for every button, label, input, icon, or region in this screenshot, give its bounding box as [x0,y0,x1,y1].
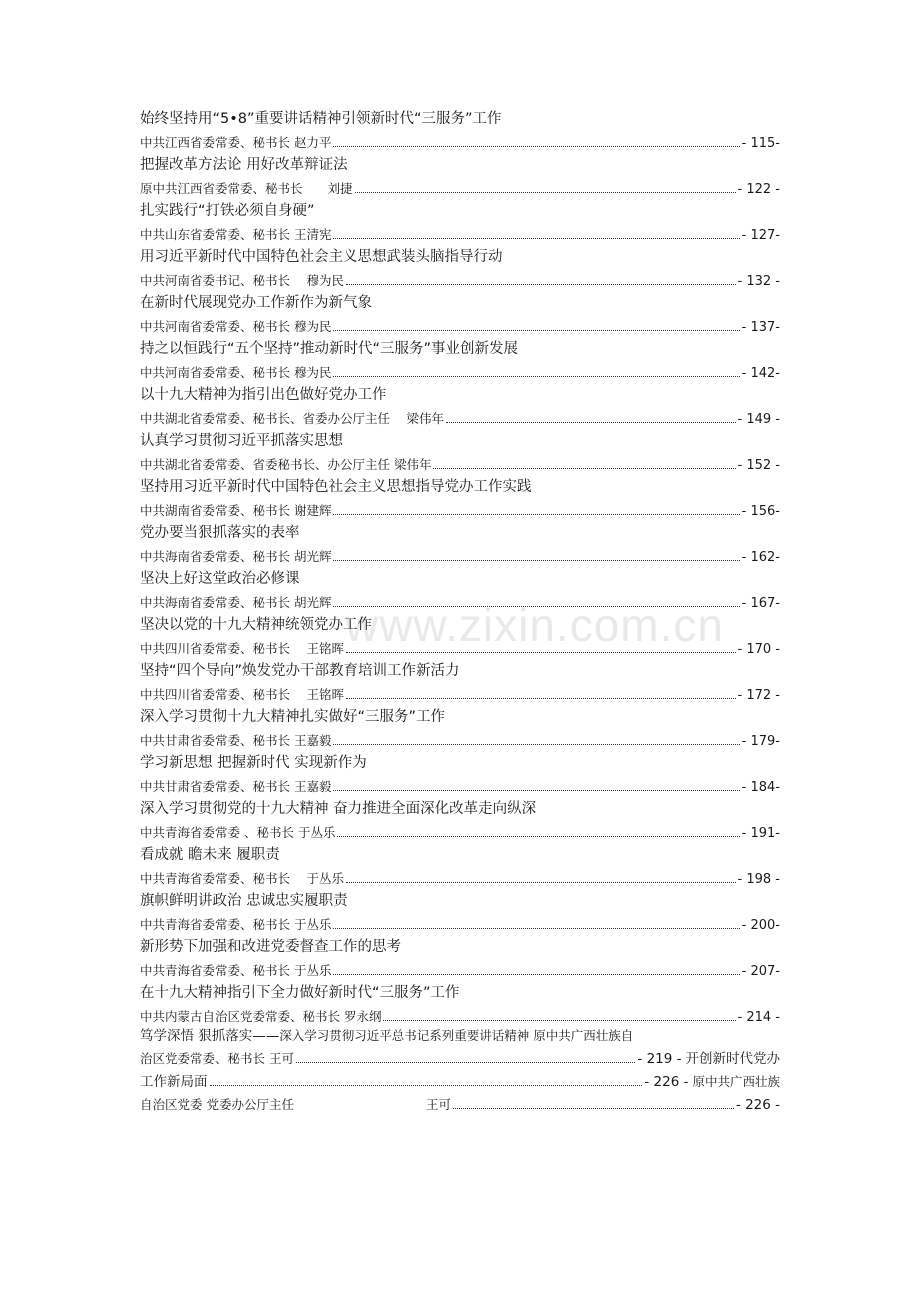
entry-page-number: - 200- [741,918,780,933]
leader-dots [333,560,739,561]
entry-page-number: - 127- [741,228,780,243]
entry-ref [140,821,780,844]
toc-entry[interactable] [140,568,780,614]
entry-ref [140,269,780,292]
leader-dots [433,468,735,469]
entry-title: 深入学习贯彻党的十九大精神 奋力推进全面深化改革走向纵深 [140,801,537,817]
toc-tail-line-2[interactable] [140,1047,780,1070]
entry-author: 原中共江西省委常委、秘书长 刘捷 [140,181,353,196]
table-of-contents [140,108,780,1028]
entry-title: 旗帜鲜明讲政治 忠诚忠实履职责 [140,893,348,909]
entry-ref [140,545,780,568]
leader-dots [210,1085,643,1086]
toc-entry[interactable] [140,108,780,154]
entry-page-number: - 137- [741,320,780,335]
leader-dots [333,330,739,331]
entry-page-number: - 198 - [737,872,780,887]
entry-ref [140,223,780,246]
leader-dots [333,606,739,607]
entry-author: 中共青海省委常委、秘书长 于丛乐 [140,963,332,978]
tail-page-2: - 219 - [637,1051,682,1067]
leader-dots [346,698,736,699]
tail-author-2: 治区党委常委、秘书长 王可 [140,1051,294,1066]
toc-entry[interactable] [140,660,780,706]
entry-ref [140,131,780,154]
entry-title: 把握改革方法论 用好改革辩证法 [140,157,348,173]
entry-title: 看成就 瞻未来 履职责 [140,847,280,863]
toc-entry[interactable] [140,200,780,246]
entry-title: 持之以恒践行“五个坚持”推动新时代“三服务”事业创新发展 [140,341,519,357]
tail-page-3: - 226 - [644,1074,689,1090]
leader-dots [346,284,736,285]
toc-tail-line-4[interactable] [140,1093,780,1116]
entry-title: 在十九大精神指引下全力做好新时代“三服务”工作 [140,985,460,1001]
entry-author: 中共河南省委书记、秘书长 穆为民 [140,273,344,288]
toc-entry[interactable] [140,936,780,982]
entry-title: 新形势下加强和改进党委督查工作的思考 [140,939,401,955]
entry-page-number: - 156- [741,504,780,519]
tail-title-1: 笃学深悟 狠抓落实—— [140,1028,280,1044]
entry-page-number: - 162- [741,550,780,565]
leader-dots [346,652,736,653]
entry-ref [140,361,780,384]
toc-tail-line-3[interactable] [140,1070,780,1093]
entry-title: 坚决上好这堂政治必修课 [140,571,300,587]
entry-author: 中共青海省委常委 、秘书长 于丛乐 [140,825,336,840]
entry-title: 坚决以党的十九大精神统领党办工作 [140,617,372,633]
tail-title-3: 工作新局面 [140,1074,208,1090]
entry-page-number: - 142- [741,366,780,381]
leader-dots [333,790,739,791]
entry-title: 用习近平新时代中国特色社会主义思想武装头脑指导行动 [140,249,503,265]
leader-dots [333,376,739,377]
toc-entry[interactable] [140,798,780,844]
toc-tail-line-1[interactable] [140,1024,780,1047]
entry-ref [140,683,780,706]
tail-author-3: 原中共广西壮族 [692,1074,780,1089]
toc-entry[interactable] [140,844,780,890]
entry-author: 中共四川省委常委、秘书长 王铭晖 [140,641,344,656]
entry-title: 在新时代展现党办工作新作为新气象 [140,295,372,311]
entry-page-number: - 172 - [737,688,780,703]
toc-tail [140,1024,780,1116]
entry-author: 中共四川省委常委、秘书长 王铭晖 [140,687,344,702]
leader-dots [333,146,739,147]
toc-entry[interactable] [140,476,780,522]
tail-page-4: - 226 - [735,1097,780,1113]
entry-page-number: - 132 - [737,274,780,289]
entry-title: 学习新思想 把握新时代 实现新作为 [140,755,367,771]
leader-dots [333,238,739,239]
entry-author: 中共河南省委常委、秘书长 穆为民 [140,319,332,334]
entry-page-number: - 122 - [737,182,780,197]
toc-entry[interactable] [140,292,780,338]
entry-page-number: - 170 - [737,642,780,657]
tail-author-4: 自治区党委 党委办公厅主任 [140,1097,294,1112]
toc-entry[interactable] [140,982,780,1028]
entry-page-number: - 207- [741,964,780,979]
entry-ref [140,959,780,982]
entry-page-number: - 167- [741,596,780,611]
entry-author: 中共海南省委常委、秘书长 胡光辉 [140,549,332,564]
toc-entry[interactable] [140,154,780,200]
tail-name-4: 王可 [425,1097,451,1112]
entry-author: 中共江西省委常委、秘书长 赵力平 [140,135,332,150]
toc-entry[interactable] [140,338,780,384]
toc-entry[interactable] [140,614,780,660]
entry-ref [140,407,780,430]
entry-title: 以十九大精神为指引出色做好党办工作 [140,387,387,403]
entry-page-number: - 214 - [737,1010,780,1025]
leader-dots [333,974,739,975]
entry-title: 始终坚持用“5•8”重要讲话精神引领新时代“三服务”工作 [140,111,502,127]
entry-author: 中共甘肃省委常委、秘书长 王嘉毅 [140,779,332,794]
entry-ref [140,637,780,660]
entry-ref [140,591,780,614]
leader-dots [346,882,736,883]
entry-ref [140,729,780,752]
watermark: www.zixin.com.cn [345,599,724,651]
toc-entry[interactable] [140,522,780,568]
entry-ref [140,453,780,476]
entry-page-number: - 115- [741,136,780,151]
entry-author: 中共河南省委常委、秘书长 穆为民 [140,365,332,380]
toc-entry[interactable] [140,430,780,476]
entry-author: 中共湖北省委常委、省委秘书长、办公厅主任 梁伟年 [140,457,432,472]
leader-dots [355,192,736,193]
entry-title: 认真学习贯彻习近平抓落实思想 [140,433,343,449]
entry-author: 中共青海省委常委、秘书长 于丛乐 [140,871,344,886]
entry-ref [140,867,780,890]
entry-page-number: - 184- [741,780,780,795]
entry-ref [140,775,780,798]
leader-dots [383,1020,735,1021]
leader-dots [333,928,739,929]
entry-title: 党办要当狠抓落实的表率 [140,525,300,541]
leader-dots [453,1108,734,1109]
leader-dots [296,1062,635,1063]
entry-author: 中共湖南省委常委、秘书长 谢建辉 [140,503,332,518]
leader-dots [333,514,739,515]
leader-dots [333,744,739,745]
leader-dots [337,836,739,837]
toc-entry[interactable] [140,752,780,798]
entry-page-number: - 191- [741,826,780,841]
toc-entry[interactable] [140,384,780,430]
toc-entry[interactable] [140,246,780,292]
tail-author-1: 深入学习贯彻习近平总书记系列重要讲话精神 原中共广西壮族自 [279,1028,634,1043]
entry-author: 中共山东省委常委、秘书长 王清宪 [140,227,332,242]
entry-title: 坚持用习近平新时代中国特色社会主义思想指导党办工作实践 [140,479,532,495]
entry-author: 中共甘肃省委常委、秘书长 王嘉毅 [140,733,332,748]
entry-ref [140,315,780,338]
entry-author: 中共青海省委常委、秘书长 于丛乐 [140,917,332,932]
entry-title: 扎实践行“打铁必须自身硬” [140,203,315,219]
leader-dots [446,422,736,423]
entry-page-number: - 179- [741,734,780,749]
entry-author: 中共海南省委常委、秘书长 胡光辉 [140,595,332,610]
entry-ref [140,913,780,936]
toc-entry[interactable] [140,890,780,936]
entry-title: 坚持“四个导向”焕发党办干部教育培训工作新活力 [140,663,460,679]
entry-author: 中共湖北省委常委、秘书长、省委办公厅主任 梁伟年 [140,411,444,426]
entry-page-number: - 149 - [737,412,780,427]
entry-author: 中共内蒙古自治区党委常委、秘书长 罗永纲 [140,1009,382,1024]
entry-title: 深入学习贯彻十九大精神扎实做好“三服务”工作 [140,709,446,725]
entry-ref [140,177,780,200]
entry-page-number: - 152 - [737,458,780,473]
toc-entry[interactable] [140,706,780,752]
tail-title-2: 开创新时代党办 [685,1051,780,1067]
entry-ref [140,499,780,522]
